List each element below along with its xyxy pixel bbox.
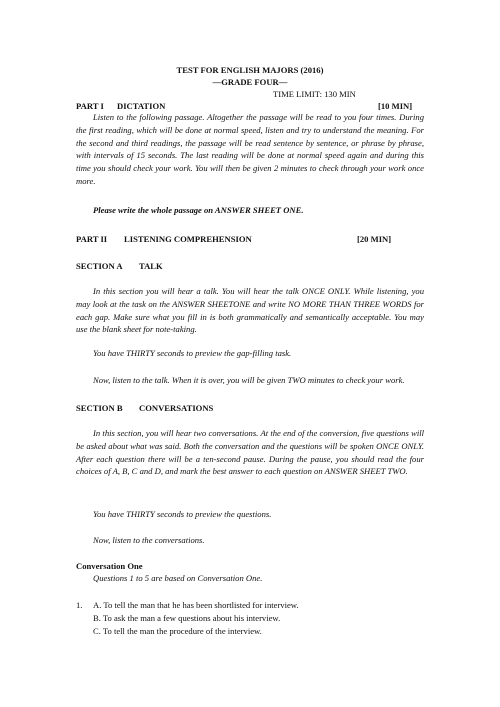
conversation-one-intro: Questions 1 to 5 are based on Conversation One.: [93, 573, 263, 583]
question-option: B. To ask the man a few questions about his interview.: [93, 613, 281, 623]
time-limit: TIME LIMIT: 130 MIN: [273, 89, 356, 99]
sectionB-listen: Now, listen to the conversations.: [93, 535, 205, 545]
conversation-one-title: Conversation One: [76, 561, 143, 571]
question-option: A. To tell the man that he has been shortlisted for interview.: [93, 600, 299, 610]
sectionA-instructions: In this section you will hear a talk. You will hear the talk ONCE ONLY. While listening, you may look at the task on the ANSWER SHEETONE and write NO MORE THAN THREE WORDS for each gap. Make sure what you fill in is both grammatically and semantically acceptable. You may use the blank sheet for note-taking.: [76, 286, 424, 335]
question-option: C. To tell the man the procedure of the interview.: [93, 626, 262, 636]
part2-time: [20 MIN]: [357, 234, 392, 244]
part1-instructions: Listen to the following passage. Altogether the passage will be read to you four times. During the first reading, which will be done at normal speed, listen and try to understand the meaning. For the second and third readings, the passage will be read sentence by sentence, or phrase by phrase, with intervals of 15 seconds. The last reading will be done at normal speed again and during this time you should check your work. You will then be given 2 minutes to check through your work once more.: [76, 112, 424, 186]
sectionB-label: SECTION B: [76, 403, 123, 413]
part1-answer-note: Please write the whole passage on ANSWER SHEET ONE.: [93, 205, 304, 215]
sectionA-label: SECTION A: [76, 261, 123, 271]
sectionB-name: CONVERSATIONS: [139, 403, 214, 413]
part2-name: LISTENING COMPREHENSION: [124, 234, 252, 244]
part1-name: DICTATION: [117, 101, 166, 111]
sectionB-preview: You have THIRTY seconds to preview the questions.: [93, 509, 272, 519]
grade-label: —GRADE FOUR—: [212, 77, 288, 87]
sectionA-preview: You have THIRTY seconds to preview the gap-filling task.: [93, 348, 292, 358]
part1-label: PART I: [76, 101, 104, 111]
sectionB-instructions: In this section, you will hear two conversations. At the end of the conversion, five questions will be asked about what was said. Both the conversation and the questions will be spoken ONCE ONLY. After each question there will be a ten-second pause. During the pause, you should read the four choices of A, B, C and D, and mark the best answer to each question on ANSWER SHEET TWO.: [76, 428, 424, 477]
part1-time: [10 MIN]: [378, 101, 413, 111]
sectionA-listen: Now, listen to the talk. When it is over, you will be given TWO minutes to check your work.: [93, 375, 405, 385]
sectionA-name: TALK: [139, 261, 163, 271]
exam-title: TEST FOR ENGLISH MAJORS (2016): [176, 65, 324, 75]
part2-label: PART II: [76, 234, 108, 244]
question-number: 1.: [76, 600, 83, 610]
